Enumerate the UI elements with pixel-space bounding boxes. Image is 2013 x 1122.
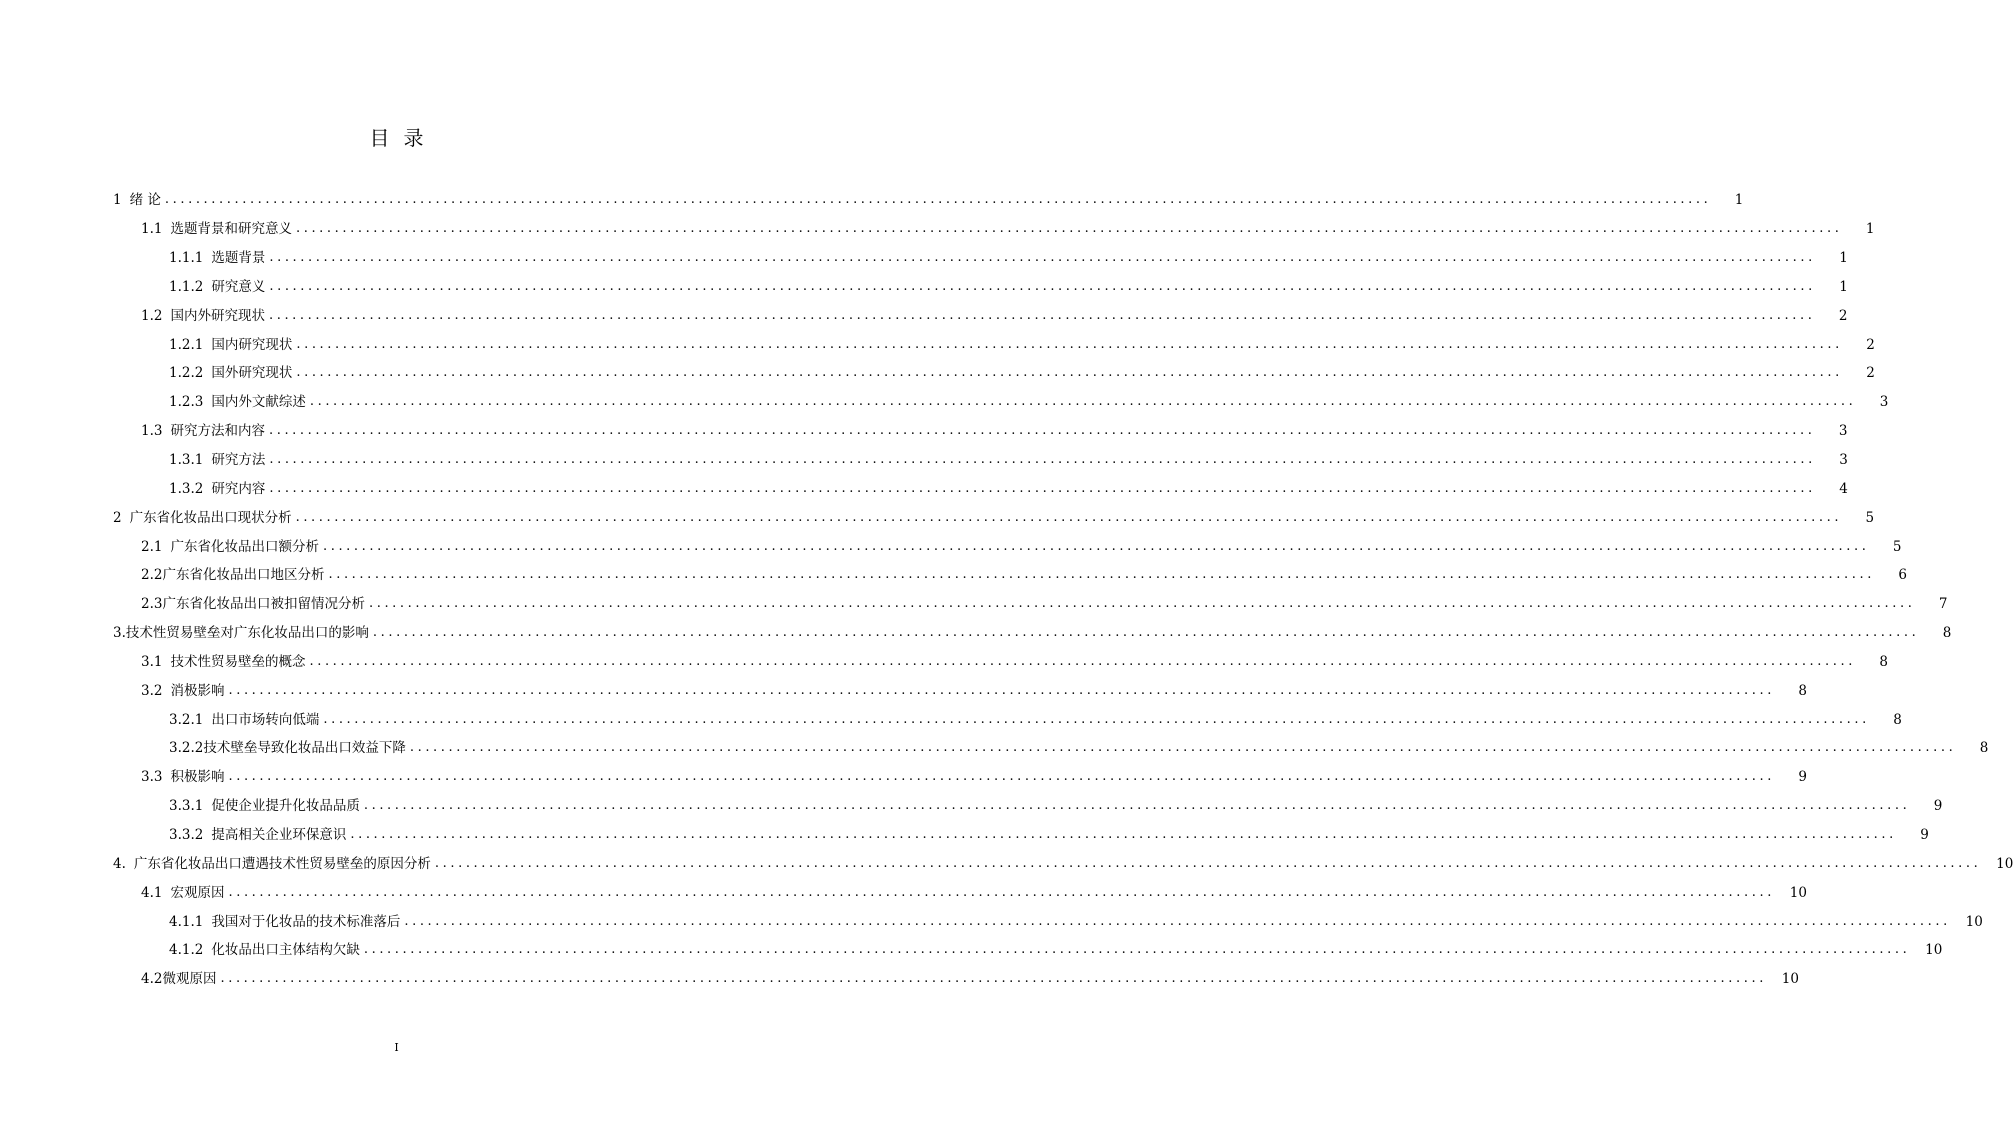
toc-entry-number: 3.2 [141, 682, 163, 699]
toc-entry-title [169, 936, 360, 964]
toc-page-number: 8 [1942, 625, 1952, 642]
toc-entry-number: 3. [113, 625, 126, 642]
toc-page-number: 2 [1838, 307, 1848, 324]
toc-entry-text: 促使企业提升化妆品品质 [211, 798, 360, 815]
toc-dot-leader: ........................................................................................................................................................................................................ [363, 942, 1911, 958]
toc-entry[interactable] [0, 907, 1983, 936]
toc-dot-leader: ........................................................................................................................................................................................................ [269, 480, 1816, 496]
toc-dot-leader: ........................................................................................................................................................................................................ [228, 682, 1775, 698]
toc-entry[interactable] [0, 301, 1848, 330]
toc-dot-leader: ........................................................................................................................................................................................................ [269, 250, 1816, 266]
toc-entry-title [141, 590, 365, 618]
toc-entry-number: 1.3 [141, 423, 163, 440]
toc-dot-leader: ........................................................................................................................................................................................................ [372, 625, 1920, 641]
toc-entry-text: 广东省化妆品出口额分析 [170, 538, 319, 555]
toc-entry-number: 3.1 [141, 653, 163, 670]
toc-entry-number: 3.3 [141, 769, 163, 786]
toc-dot-leader: ........................................................................................................................................................................................................ [295, 509, 1843, 525]
toc-entry-title [169, 359, 292, 387]
toc-entry[interactable] [0, 503, 1875, 532]
toc-entry[interactable] [0, 878, 1807, 907]
toc-entry-text: 我国对于化妆品的技术标准落后 [211, 913, 401, 930]
toc-entry-title [169, 792, 360, 820]
toc-entry-title [141, 763, 224, 791]
toc-entry-title [169, 475, 265, 503]
toc-entry-title [113, 186, 161, 214]
toc-entry-text: 研究方法 [211, 452, 266, 469]
toc-entry-title [141, 879, 224, 907]
toc-entry-number: 2.3 [141, 596, 163, 613]
toc-entry[interactable] [0, 215, 1875, 244]
toc-entry[interactable] [0, 849, 2013, 878]
toc-dot-leader: ........................................................................................................................................................................................................ [268, 423, 1816, 439]
toc-entry[interactable] [0, 705, 1902, 734]
toc-page-number: 10 [1965, 913, 1983, 930]
toc-page-number: 10 [1789, 884, 1807, 901]
toc-entry-title [141, 965, 216, 993]
table-of-contents [0, 186, 2013, 994]
toc-entry-number: 3.3.1 [169, 798, 204, 815]
toc-entry-text: 国内研究现状 [211, 336, 293, 353]
toc-entry-text: 化妆品出口主体结构欠缺 [211, 942, 360, 959]
toc-entry-number: 3.2.1 [169, 711, 204, 728]
toc-page-number: 10 [1925, 942, 1943, 959]
toc-entry[interactable] [0, 446, 1848, 475]
toc-entry[interactable] [0, 619, 1952, 648]
toc-entry-number: 1.1.1 [169, 250, 204, 267]
toc-page-number: 8 [1879, 653, 1888, 670]
toc-page-number: 3 [1838, 423, 1848, 440]
toc-dot-leader: ........................................................................................................................................................................................................ [220, 971, 1767, 987]
toc-page-number: 9 [1920, 826, 1929, 843]
toc-entry[interactable] [0, 388, 1889, 417]
toc-entry-number: 4.1.2 [169, 942, 204, 959]
toc-entry-text: 广东省化妆品出口遭遇技术性贸易壁垒的原因分析 [133, 855, 431, 872]
toc-entry-title [113, 850, 431, 878]
toc-entry-number: 3.3.2 [169, 826, 204, 843]
toc-dot-leader: ........................................................................................................................................................................................................ [434, 855, 1982, 871]
toc-page-number: 2 [1866, 336, 1875, 353]
toc-entry[interactable] [0, 763, 1807, 792]
toc-entry-title [141, 561, 324, 589]
toc-dot-leader: ........................................................................................................................................................................................................ [296, 336, 1843, 352]
toc-dot-leader: ........................................................................................................................................................................................................ [350, 826, 1897, 842]
toc-entry-text: 技术性贸易壁垒对广东化妆品出口的影响 [125, 625, 369, 642]
toc-entry[interactable] [0, 417, 1848, 446]
toc-entry-number: 4.1 [141, 884, 163, 901]
toc-page-number: 9 [1798, 769, 1807, 786]
toc-page-number: 4 [1839, 480, 1848, 497]
toc-entry-text: 绪 论 [129, 192, 161, 209]
toc-dot-leader: ........................................................................................................................................................................................................ [368, 596, 1916, 612]
toc-entry-title [141, 533, 319, 561]
toc-dot-leader: ........................................................................................................................................................................................................ [164, 192, 1712, 208]
toc-dot-leader: ........................................................................................................................................................................................................ [309, 394, 1857, 410]
toc-entry-text: 广东省化妆品出口被扣留情况分析 [162, 596, 365, 613]
toc-entry[interactable] [0, 676, 1807, 705]
toc-entry[interactable] [0, 734, 1989, 763]
page-title: 目录 [369, 126, 438, 150]
toc-entry-text: 提高相关企业环保意识 [211, 826, 347, 843]
toc-page-number: 3 [1879, 394, 1889, 411]
toc-entry-title [169, 244, 265, 272]
toc-entry[interactable] [0, 936, 1943, 965]
toc-entry[interactable] [0, 561, 1907, 590]
toc-entry-text: 出口市场转向低端 [211, 711, 320, 728]
toc-dot-leader: ........................................................................................................................................................................................................ [404, 913, 1951, 929]
toc-entry-text: 国内外文献综述 [211, 394, 306, 411]
toc-page-number: 10 [1781, 971, 1799, 988]
toc-entry-number: 1.3.1 [169, 452, 204, 469]
toc-entry-title [141, 677, 224, 705]
toc-entry-title [169, 388, 306, 416]
toc-entry-text: 国外研究现状 [211, 365, 293, 382]
toc-entry[interactable] [0, 821, 1929, 850]
toc-entry[interactable] [0, 244, 1848, 273]
toc-entry[interactable] [0, 186, 1744, 215]
toc-entry-number: 1.1 [141, 221, 163, 238]
toc-page-number: 7 [1938, 596, 1948, 613]
toc-page-number: 2 [1866, 365, 1875, 382]
toc-dot-leader: ........................................................................................................................................................................................................ [228, 769, 1775, 785]
toc-page-number: 1 [1839, 250, 1848, 267]
toc-entry-title [141, 215, 292, 243]
page-number: I [394, 1041, 399, 1054]
toc-entry-text: 消极影响 [170, 682, 225, 699]
toc-page-number: 8 [1798, 682, 1807, 699]
toc-page-number: 9 [1933, 798, 1943, 815]
toc-entry-number: 2.1 [141, 538, 163, 555]
toc-dot-leader: ........................................................................................................................................................................................................ [296, 365, 1843, 381]
toc-entry-number: 1.2.2 [169, 365, 204, 382]
toc-page-number: 1 [1734, 192, 1744, 209]
toc-page-number: 5 [1865, 509, 1875, 526]
toc-page-number: 3 [1839, 452, 1848, 469]
toc-entry[interactable] [0, 330, 1875, 359]
toc-entry[interactable] [0, 590, 1948, 619]
toc-entry-number: 1.2.3 [169, 394, 204, 411]
toc-entry-title [169, 734, 406, 762]
toc-entry-title [169, 273, 265, 301]
toc-dot-leader: ........................................................................................................................................................................................................ [363, 798, 1911, 814]
toc-entry-text: 研究方法和内容 [170, 423, 265, 440]
toc-entry-text: 广东省化妆品出口现状分析 [129, 509, 292, 526]
toc-entry-title [113, 504, 292, 532]
toc-entry-number: 4.2 [141, 971, 163, 988]
toc-entry-title [169, 908, 400, 936]
toc-entry-title [169, 821, 346, 849]
toc-entry-text: 国内外研究现状 [170, 307, 265, 324]
toc-entry-number: 2.2 [141, 567, 163, 584]
toc-dot-leader: ........................................................................................................................................................................................................ [409, 740, 1957, 756]
toc-page-number: 5 [1892, 538, 1902, 555]
toc-dot-leader: ........................................................................................................................................................................................................ [309, 653, 1856, 669]
toc-entry[interactable] [0, 965, 1799, 994]
toc-entry-title [141, 302, 265, 330]
toc-entry-text: 技术壁垒导致化妆品出口效益下降 [203, 740, 406, 757]
toc-entry-title [169, 706, 319, 734]
toc-entry-text: 微观原因 [162, 971, 217, 988]
toc-dot-leader: ........................................................................................................................................................................................................ [228, 884, 1775, 900]
toc-entry[interactable] [0, 792, 1943, 821]
toc-entry-text: 技术性贸易壁垒的概念 [170, 653, 306, 670]
toc-entry[interactable] [0, 359, 1875, 388]
toc-entry-number: 3.2.2 [169, 740, 204, 757]
toc-dot-leader: ........................................................................................................................................................................................................ [322, 538, 1870, 554]
toc-entry-title [169, 331, 292, 359]
toc-entry-text: 积极影响 [170, 769, 225, 786]
toc-entry-number: 1.2.1 [169, 336, 204, 353]
toc-dot-leader: ........................................................................................................................................................................................................ [295, 221, 1843, 237]
toc-entry-text: 选题背景和研究意义 [170, 221, 292, 238]
toc-page-number: 1 [1865, 221, 1875, 238]
toc-page-number: 10 [1996, 855, 2013, 872]
toc-dot-leader: ........................................................................................................................................................................................................ [323, 711, 1870, 727]
toc-entry-number: 2 [113, 509, 122, 526]
toc-entry-number: 1 [113, 192, 122, 209]
toc-page-number: 8 [1893, 711, 1902, 728]
toc-dot-leader: ........................................................................................................................................................................................................ [268, 307, 1816, 323]
toc-entry-number: 1.1.2 [169, 278, 204, 295]
toc-entry-text: 研究内容 [211, 480, 266, 497]
toc-entry-text: 研究意义 [211, 278, 266, 295]
toc-entry[interactable] [0, 474, 1848, 503]
toc-dot-leader: ........................................................................................................................................................................................................ [269, 278, 1816, 294]
toc-page-number: 1 [1839, 278, 1848, 295]
toc-dot-leader: ........................................................................................................................................................................................................ [269, 452, 1816, 468]
toc-page-number: 6 [1898, 567, 1907, 584]
toc-entry-title [169, 446, 265, 474]
toc-dot-leader: ........................................................................................................................................................................................................ [328, 567, 1875, 583]
toc-entry-number: 1.3.2 [169, 480, 204, 497]
toc-entry[interactable] [0, 273, 1848, 302]
toc-entry-title [141, 417, 265, 445]
toc-entry[interactable] [0, 648, 1888, 677]
toc-entry-number: 4. [113, 855, 126, 872]
toc-entry-number: 4.1.1 [169, 913, 204, 930]
toc-entry-text: 广东省化妆品出口地区分析 [162, 567, 325, 584]
toc-entry-text: 宏观原因 [170, 884, 225, 901]
toc-entry[interactable] [0, 532, 1902, 561]
toc-page-number: 8 [1979, 740, 1989, 757]
toc-entry-title [141, 648, 305, 676]
toc-entry-number: 1.2 [141, 307, 163, 324]
toc-entry-text: 选题背景 [211, 250, 266, 267]
toc-entry-title [113, 619, 369, 647]
